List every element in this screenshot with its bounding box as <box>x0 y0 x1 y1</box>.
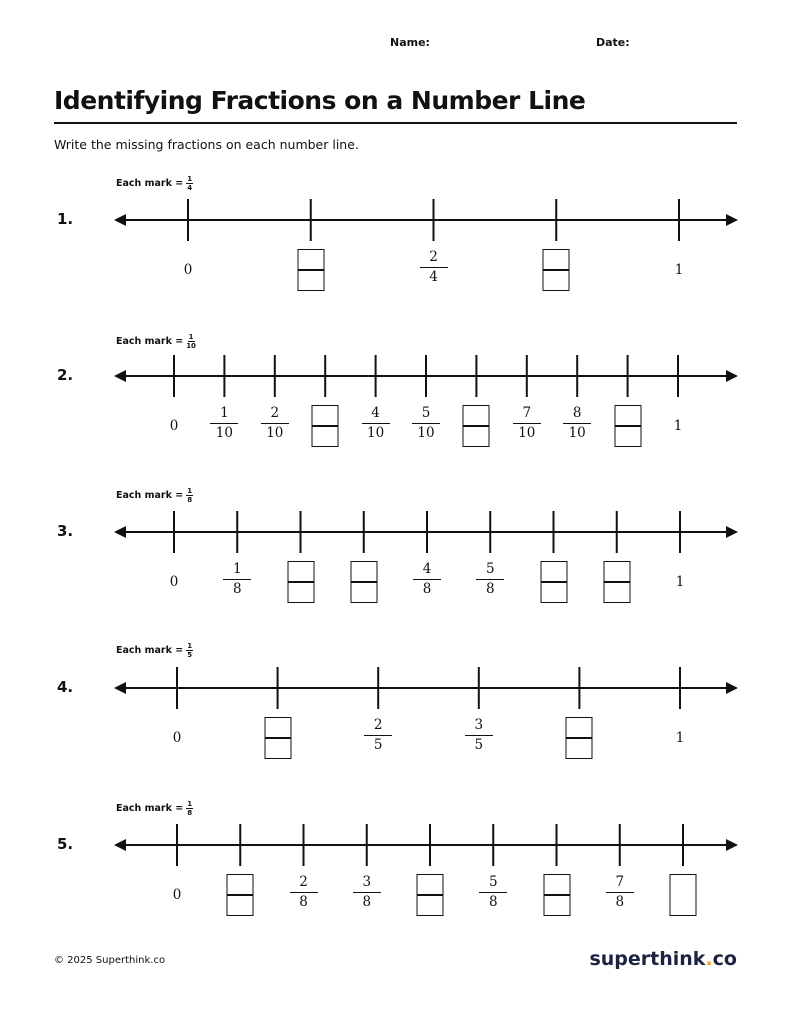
numerator: 5 <box>488 874 498 890</box>
mark-note-label: Each mark = <box>116 490 184 501</box>
numerator: 5 <box>421 405 431 421</box>
fraction-label <box>476 561 504 598</box>
answer-box[interactable] <box>312 405 339 447</box>
fraction-label <box>563 405 591 442</box>
numerator: 1 <box>220 405 229 421</box>
mark-note-label: Each mark = <box>116 645 184 656</box>
problem-number: 4. <box>57 678 74 696</box>
fraction-label <box>513 405 541 442</box>
fraction-bar <box>265 737 290 739</box>
mark-denominator: 5 <box>187 651 193 659</box>
date-label: Date: <box>596 36 630 49</box>
fraction-label <box>412 405 440 442</box>
mark-note-label: Each mark = <box>116 336 184 347</box>
answer-box[interactable] <box>540 561 567 603</box>
denominator: 5 <box>474 737 484 753</box>
fraction-label <box>479 874 507 911</box>
denominator: 10 <box>568 425 586 441</box>
numerator: 2 <box>373 717 383 733</box>
fraction-bar <box>464 425 489 427</box>
denominator: 8 <box>615 894 625 910</box>
fraction-bar <box>544 269 569 271</box>
fraction-label <box>606 874 634 911</box>
instructions: Write the missing fractions on each number line. <box>54 137 359 152</box>
fraction-label <box>420 249 448 286</box>
denominator: 10 <box>266 425 284 441</box>
denominator: 10 <box>215 425 233 441</box>
answer-box[interactable] <box>543 874 570 916</box>
whole-number-label: 0 <box>172 887 182 903</box>
denominator: 8 <box>485 581 495 597</box>
answer-box[interactable] <box>227 874 254 916</box>
brand-logo <box>589 948 737 970</box>
mark-note <box>116 800 193 817</box>
fraction-bar <box>313 425 338 427</box>
denominator: 8 <box>299 894 308 910</box>
fraction-label <box>364 717 392 754</box>
mark-fraction <box>186 642 193 659</box>
denominator: 10 <box>417 425 435 441</box>
fraction-bar <box>541 581 566 583</box>
numerator: 2 <box>299 874 308 890</box>
right-arrow-icon <box>726 214 738 226</box>
answer-box[interactable] <box>603 561 630 603</box>
numerator: 7 <box>615 874 625 890</box>
numerator: 4 <box>422 561 432 577</box>
denominator: 10 <box>518 425 536 441</box>
right-arrow-icon <box>726 682 738 694</box>
whole-number-label: 1 <box>675 574 685 590</box>
answer-box[interactable] <box>614 405 641 447</box>
problem-number: 3. <box>57 522 74 540</box>
fraction-label <box>413 561 441 598</box>
numerator: 5 <box>485 561 495 577</box>
left-arrow-icon <box>114 839 126 851</box>
answer-box[interactable] <box>463 405 490 447</box>
fraction-label <box>210 405 238 442</box>
answer-box[interactable] <box>350 561 377 603</box>
fraction-label <box>261 405 289 442</box>
mark-numerator: 1 <box>187 642 193 650</box>
left-arrow-icon <box>114 214 126 226</box>
problem-number: 1. <box>57 210 74 228</box>
right-arrow-icon <box>726 370 738 382</box>
name-label: Name: <box>390 36 430 49</box>
fraction-bar <box>288 581 313 583</box>
denominator: 5 <box>373 737 383 753</box>
fraction-label <box>223 561 251 598</box>
fraction-bar <box>604 581 629 583</box>
numerator: 8 <box>572 405 582 421</box>
answer-box[interactable] <box>297 249 324 291</box>
whole-number-label: 0 <box>169 418 179 434</box>
whole-number-label: 1 <box>674 262 684 278</box>
denominator: 8 <box>422 581 432 597</box>
mark-denominator: 8 <box>187 496 193 504</box>
copyright: © 2025 Superthink.co <box>54 955 166 966</box>
mark-note <box>116 175 193 192</box>
mark-note-label: Each mark = <box>116 803 184 814</box>
mark-numerator: 1 <box>187 175 193 183</box>
problem-number: 2. <box>57 366 74 384</box>
fraction-label <box>465 717 493 754</box>
numerator: 2 <box>429 249 438 265</box>
left-arrow-icon <box>114 526 126 538</box>
right-arrow-icon <box>726 839 738 851</box>
brand-name: superthink <box>589 948 706 970</box>
answer-box[interactable] <box>566 717 593 759</box>
mark-numerator: 1 <box>187 800 193 808</box>
mark-denominator: 8 <box>187 809 193 817</box>
left-arrow-icon <box>114 682 126 694</box>
fraction-bar <box>298 269 323 271</box>
fraction-bar <box>418 894 443 896</box>
mark-fraction <box>186 333 196 350</box>
mark-note <box>116 333 196 350</box>
mark-denominator: 10 <box>186 342 196 350</box>
left-arrow-icon <box>114 370 126 382</box>
whole-number-label: 1 <box>673 418 683 434</box>
fraction-label <box>290 874 318 911</box>
whole-number-label: 0 <box>172 730 182 746</box>
answer-box[interactable] <box>264 717 291 759</box>
mark-note <box>116 487 193 504</box>
brand-tld: co <box>712 948 737 970</box>
mark-note-label: Each mark = <box>116 178 184 189</box>
whole-number-label: 0 <box>183 262 193 278</box>
right-arrow-icon <box>726 526 738 538</box>
answer-box[interactable] <box>670 874 697 916</box>
answer-box[interactable] <box>417 874 444 916</box>
fraction-bar <box>615 425 640 427</box>
mark-numerator: 1 <box>188 333 194 341</box>
numerator: 4 <box>371 405 380 421</box>
answer-box[interactable] <box>287 561 314 603</box>
numerator: 3 <box>362 874 372 890</box>
mark-fraction <box>186 800 193 817</box>
brand-dot: . <box>705 948 713 970</box>
fraction-label <box>362 405 390 442</box>
numerator: 1 <box>232 561 242 577</box>
fraction-bar <box>351 581 376 583</box>
title-divider <box>54 122 737 124</box>
mark-fraction <box>186 487 193 504</box>
fraction-bar <box>228 894 253 896</box>
whole-number-label: 1 <box>675 730 685 746</box>
mark-numerator: 1 <box>187 487 193 495</box>
mark-fraction <box>186 175 193 192</box>
denominator: 4 <box>429 269 438 285</box>
numerator: 7 <box>522 405 532 421</box>
numerator: 2 <box>270 405 280 421</box>
denominator: 10 <box>367 425 385 441</box>
mark-note <box>116 642 193 659</box>
fraction-bar <box>544 894 569 896</box>
denominator: 8 <box>232 581 242 597</box>
page-title: Identifying Fractions on a Number Line <box>54 86 586 115</box>
answer-box[interactable] <box>543 249 570 291</box>
denominator: 8 <box>488 894 498 910</box>
numerator: 3 <box>474 717 484 733</box>
fraction-label <box>353 874 381 911</box>
mark-denominator: 4 <box>187 184 193 192</box>
fraction-bar <box>567 737 592 739</box>
problem-number: 5. <box>57 835 74 853</box>
denominator: 8 <box>362 894 372 910</box>
whole-number-label: 0 <box>169 574 179 590</box>
